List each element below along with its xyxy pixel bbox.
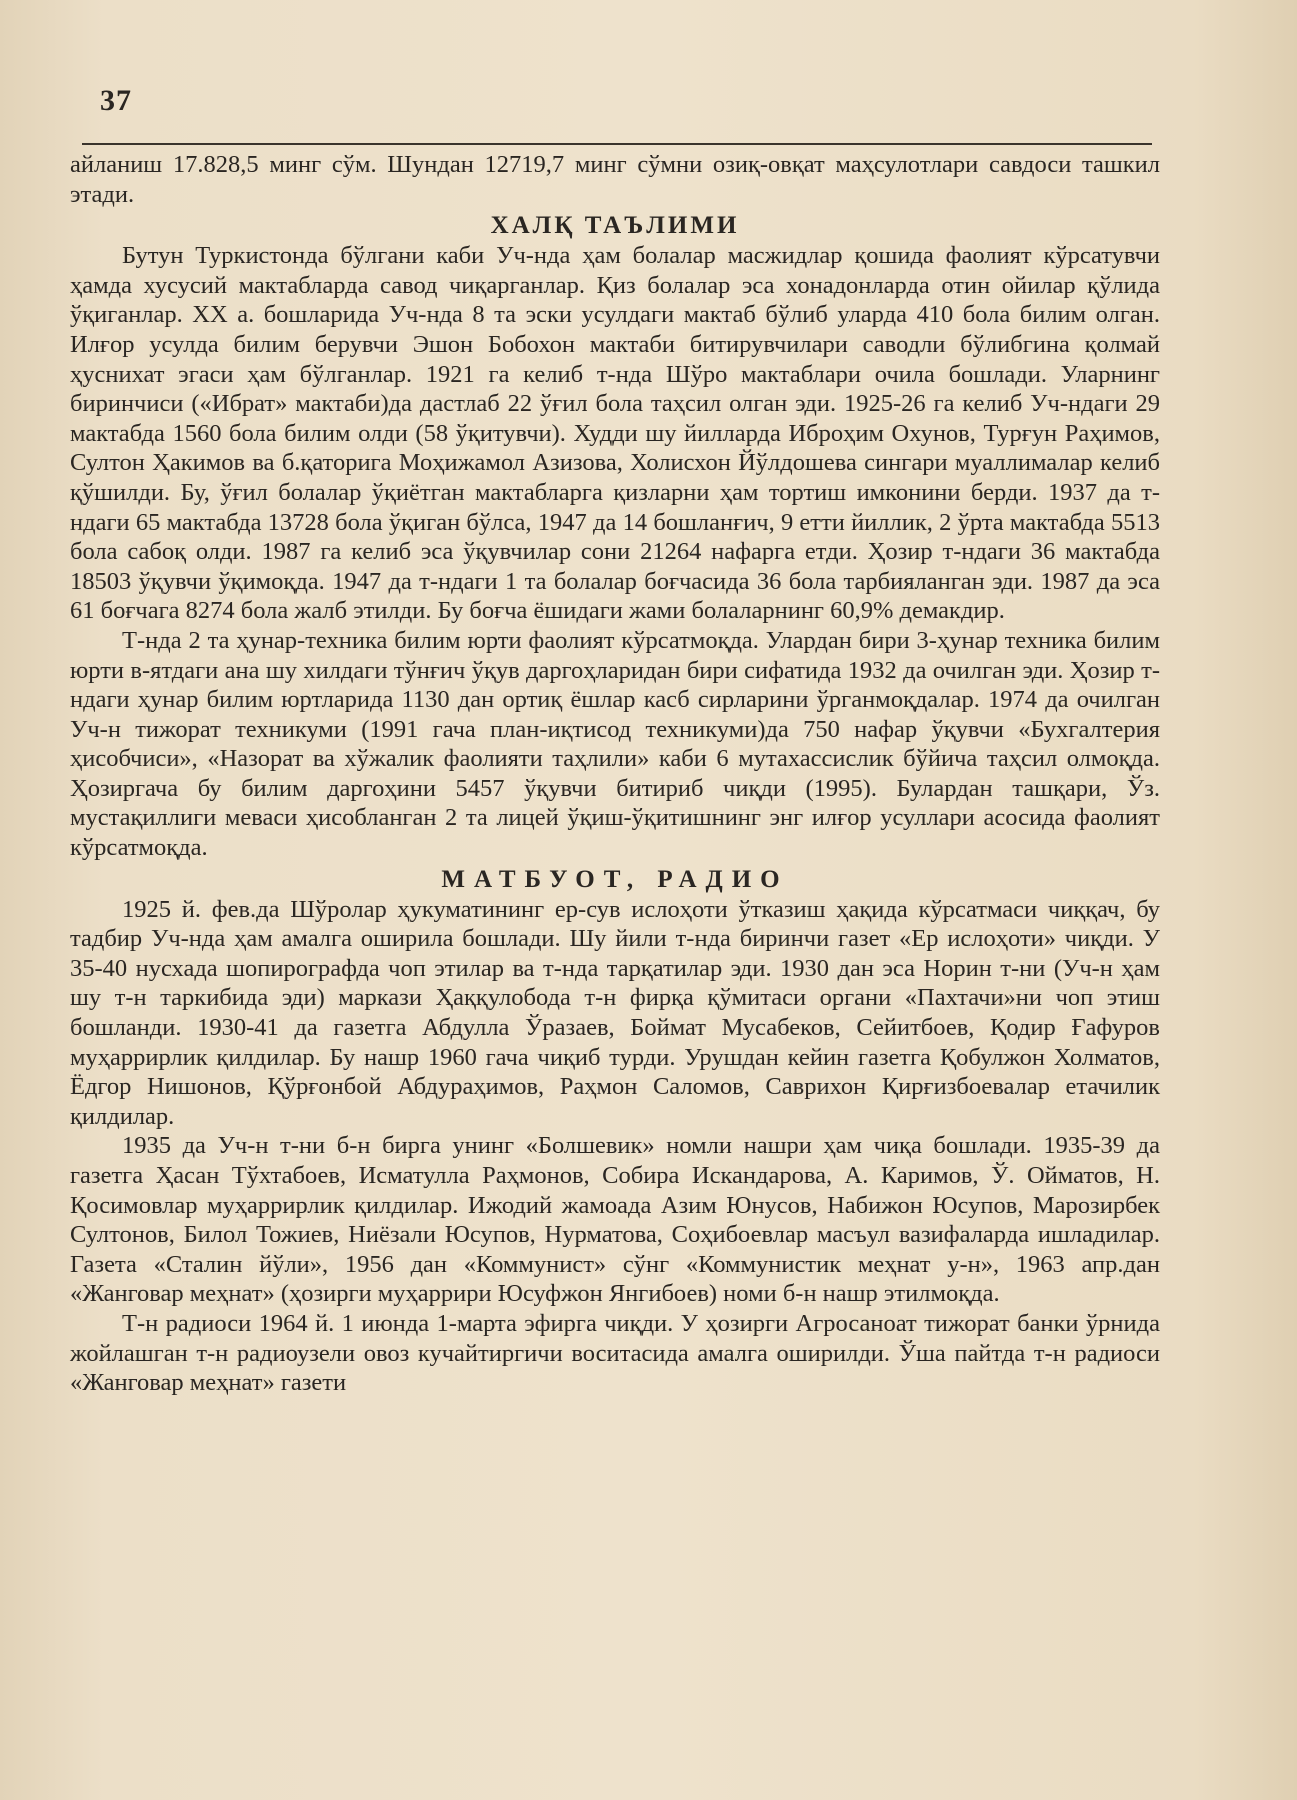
- education-paragraph-2: Т-нда 2 та ҳунар-техника билим юрти фаолият кўрсатмоқда. Улардан бири 3-ҳунар техника билим юрти в-ятдаги ана шу хилдаги тўнғич ўқув даргоҳларидан бири сифатида 1932 да очилган эди. Ҳозир т-ндаги ҳунар билим юртларида 1130 дан ортиқ ёшлар касб сирларини ўрганмоқдалар. 1974 да очилган Уч-н тижорат техникуми (1991 гача план-иқтисод техникуми)да 750 нафар ўқувчи «Бухгалтерия ҳисобчиси», «Назорат ва хўжалик фаолияти таҳлили» каби 6 мутахассислик бўйича таҳсил олмоқда. Ҳозиргача бу билим даргоҳини 5457 ўқувчи битириб чиқди (1995). Булардан ташқари, Ўз. мустақиллиги меваси ҳисобланган 2 та лицей ўқиш-ўқитишнинг энг илғор усуллари асосида фаолият кўрсатмоқда.: [70, 626, 1160, 862]
- education-paragraph-1: Бутун Туркистонда бўлгани каби Уч-нда ҳам болалар масжидлар қошида фаолият кўрсатувчи ҳамда хусусий мактабларда савод чиқарганлар. Қиз болалар эса хонадонларда отин ойилар қўлида ўқиганлар. XX а. бошларида Уч-нда 8 та эски усулдаги мактаб бўлиб уларда 410 бола билим олган. Илғор усулда билим берувчи Эшон Бобохон мактаби битирувчилари саводли бўлибгина қолмай ҳуснихат эгаси ҳам бўлганлар. 1921 га келиб т-нда Шўро мактаблари очила бошлади. Уларнинг биринчиси («Ибрат» мактаби)да дастлаб 22 ўғил бола таҳсил олган эди. 1925-26 га келиб Уч-ндаги 29 мактабда 1560 бола билим олди (58 ўқитувчи). Худди шу йилларда Иброҳим Охунов, Турғун Раҳимов, Султон Ҳакимов ва б.қаторига Моҳижамол Азизова, Холисхон Йўлдошева сингари муаллималар келиб қўшилди. Бу, ўғил болалар ўқиётган мактабларга қизларни ҳам тортиш имконини берди. 1937 да т-ндаги 65 мактабда 13728 бола ўқиган бўлса, 1947 да 14 бошланғич, 9 етти йиллик, 2 ўрта мактабда 5513 бола сабоқ олди. 1987 га келиб эса ўқувчилар сони 21264 нафарга етди. Ҳозир т-ндаги 36 мактабда 18503 ўқувчи ўқимоқда. 1947 да т-ндаги 1 та болалар боғчасида 36 бола тарбияланган эди. 1987 да эса 61 боғчага 8274 бола жалб этилди. Бу боғча ёшидаги жами болаларнинг 60,9% демакдир.: [70, 242, 1160, 625]
- intro-paragraph: айланиш 17.828,5 минг сўм. Шундан 12719,7 минг сўмни озиқ-овқат маҳсулотлари савдоси ташкил этади.: [70, 151, 1160, 208]
- page-body: [70, 150, 1160, 1398]
- header-rule: [82, 143, 1152, 145]
- press-paragraph-2: 1935 да Уч-н т-ни б-н бирга унинг «Болшевик» номли нашри ҳам чиқа бошлади. 1935-39 да газетга Ҳасан Тўхтабоев, Исматулла Раҳмонов, Собира Искандарова, А. Каримов, Ў. Ойматов, Н. Қосимовлар муҳаррирлик қилдилар. Ижодий жамоада Азим Юнусов, Набижон Юсупов, Марозирбек Султонов, Билол Тожиев, Ниёзали Юсупов, Нурматова, Соҳибоевлар масъул вазифаларда ишладилар. Газета «Сталин йўли», 1956 дан «Коммунист» сўнг «Коммунистик меҳнат у-н», 1963 апр.дан «Жанговар меҳнат» (ҳозирги муҳаррири Юсуфжон Янгибоев) номи б-н нашр этилмоқда.: [70, 1132, 1160, 1308]
- section-title-press-radio: МАТБУОТ, РАДИО: [441, 865, 789, 893]
- section-title-education: ХАЛҚ ТАЪЛИМИ: [490, 212, 740, 240]
- page-number: 37: [100, 84, 132, 117]
- press-paragraph-3: Т-н радиоси 1964 й. 1 июнда 1-марта эфирга чиқди. У ҳозирги Агросаноат тижорат банки ўрнида жойлашган т-н радиоузели овоз кучайтиргичи воситасида амалга оширилди. Ўша пайтда т-н радиоси «Жанговар меҳнат» газети: [70, 1309, 1160, 1397]
- press-paragraph-1: 1925 й. фев.да Шўролар ҳукуматининг ер-сув ислоҳоти ўтказиш ҳақида кўрсатмаси чиққач, бу тадбир Уч-нда ҳам амалга оширила бошлади. Шу йили т-нда биринчи газет «Ер ислоҳоти» чиқди. У 35-40 нусхада шопирографда чоп этилар ва т-нда тарқатилар эди. 1930 дан эса Норин т-ни (Уч-н ҳам шу т-н таркибида эди) маркази Ҳаққулобода т-н фирқа қўмитаси органи «Пахтачи»ни чоп этиш бошланди. 1930-41 да газетга Абдулла Ўразаев, Боймат Мусабеков, Сейитбоев, Қодир Ғафуров муҳаррирлик қилдилар. Бу нашр 1960 гача чиқиб турди. Урушдан кейин газетга Қобулжон Холматов, Ёдгор Нишонов, Қўрғонбой Абдураҳимов, Раҳмон Саломов, Саврихон Қирғизбоевалар етачилик қилдилар.: [70, 895, 1160, 1130]
